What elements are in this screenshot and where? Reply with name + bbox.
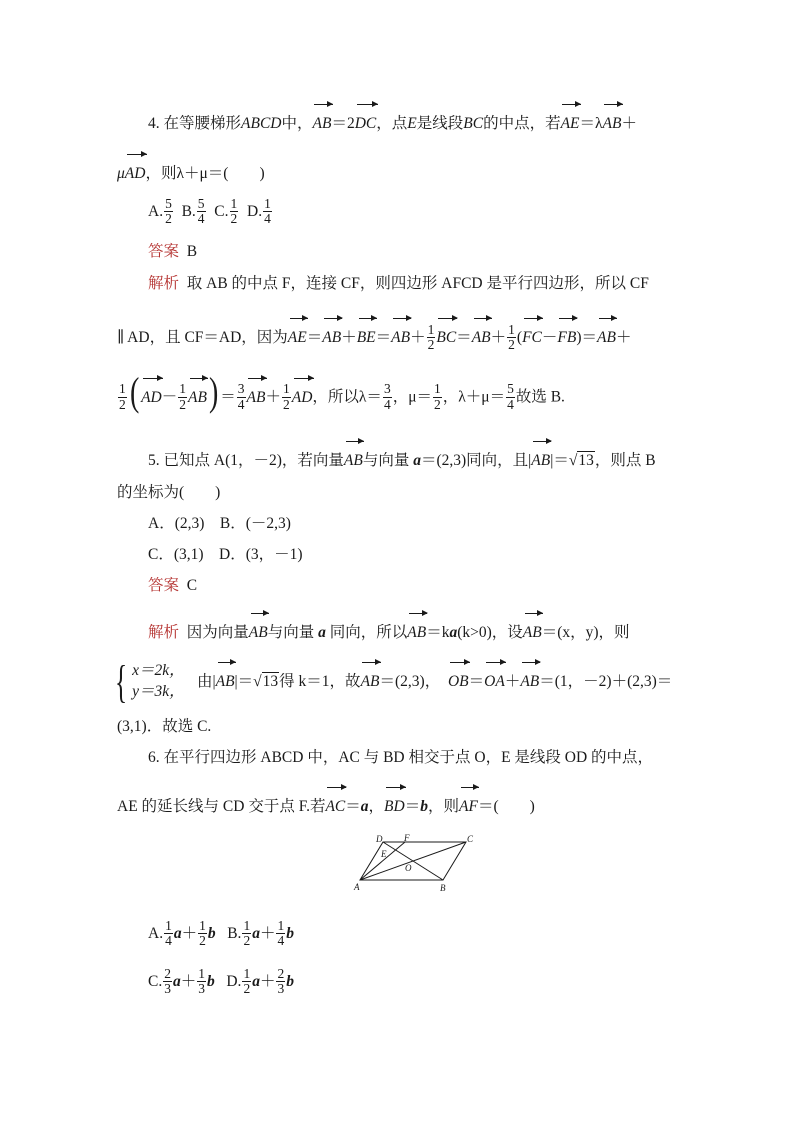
q5-analysis-line2: { x＝2k， y＝3k， — [114, 656, 185, 707]
q5-line1: 5. 已知点 A(1，－2)，若向量AB与向量 a＝(2,3)同向，且|AB|＝√13，则点 B — [148, 452, 656, 469]
analysis-label: 解析 — [148, 275, 180, 292]
q4-number: 4. — [148, 115, 160, 132]
q6-option-c[interactable]: C. $\frac{2}{3}$ a＋ $\frac{1}{3}$ b — [148, 966, 215, 997]
q5-analysis-line1: 解析 因为向量AB与向量 a 同向，所以AB＝ka(k>0)，设AB＝(x，y)，则 — [148, 624, 630, 641]
vector-AE: AE — [560, 115, 580, 132]
diagonal-BD — [383, 842, 443, 880]
q4-options — [148, 198, 273, 227]
q5-analysis-line3: (3,1)．故选 C. — [117, 718, 212, 735]
q5-answer: 答案 C — [148, 577, 198, 594]
q4-option-d[interactable]: D. $\frac{1}{4}$ — [247, 196, 271, 227]
q5-options-row1[interactable]: A．(2,3) B．(－2,3) — [148, 515, 291, 532]
label-E: E — [381, 849, 387, 859]
parallelogram-figure — [348, 834, 488, 894]
q6-option-a[interactable]: A. $\frac{1}{4}$ a＋ $\frac{1}{2}$ b — [148, 918, 216, 949]
q4-line1: 4. 在等腰梯形ABCD中，AB＝2DC，点E是线段BC的中点，若AE＝λAB＋ — [148, 115, 637, 132]
q4-answer — [148, 244, 197, 260]
vector-AB: AB — [312, 115, 332, 132]
answer-label: 答案 — [148, 243, 180, 260]
q5-analysis-line2-text: 由|AB|＝√13得 k＝1，故AB＝(2,3)， OB＝OA＋AB＝(1，－2)＋(2,3)＝ — [197, 673, 673, 690]
q4-analysis-line1: 解析 取 AB 的中点 F，连接 CF，则四边形 AFCD 是平行四边形，所以 CF — [148, 275, 649, 292]
answer-value: B — [186, 243, 198, 260]
label-D: D — [376, 834, 383, 844]
q4-option-c[interactable]: C. $\frac{1}{2}$ — [214, 196, 238, 227]
q6-line1: 6. 在平行四边形 ABCD 中，AC 与 BD 相交于点 O，E 是线段 OD 的中点， — [148, 749, 654, 766]
q4-option-a[interactable]: A. $\frac{5}{2}$ — [148, 196, 172, 227]
vector-AB: AB — [602, 115, 622, 132]
label-C: C — [467, 834, 474, 844]
q6-options-row2 — [148, 968, 294, 997]
label-F: F — [404, 834, 410, 843]
q5-line2: 的坐标为( ) — [117, 484, 221, 501]
q4-analysis-line2: ∥ AD，且 CF＝AD，因为AE＝AB＋BE＝AB＋ $\frac{1}{2}$ BC＝AB＋ $\frac{1}{2}$ (FC－FB)＝AB＋ — [117, 322, 632, 353]
q6-options-row1 — [148, 920, 294, 949]
q4-analysis-line3: $\frac{1}{2}$ ( AD－ $\frac{1}{2}$ AB) ＝ $\frac{3}{4}$ AB＋ $\frac{1}{2}$ AD，所以λ＝ $\frac{3}{4}$ ，μ＝ $\frac{1}{2}$ ，λ＋μ＝ $\frac{5}{4}$ 故选 B. — [119, 369, 565, 414]
q5-options-row2[interactable]: C．(3,1) D．(3，－1) — [148, 546, 303, 563]
q4-line2: μAD，则λ＋μ＝( ) — [117, 165, 265, 182]
q6-line2: AE 的延长线与 CD 交于点 F.若AC＝a，BD＝b，则AF＝( ) — [117, 798, 535, 815]
label-A: A — [354, 882, 360, 892]
label-B: B — [440, 883, 446, 893]
vector-AD: AD — [124, 165, 146, 182]
q6-option-d[interactable]: D. $\frac{1}{2}$ a＋ $\frac{2}{3}$ b — [226, 966, 294, 997]
label-O: O — [405, 863, 412, 873]
segment-AF — [360, 842, 405, 880]
q4-option-b[interactable]: B. $\frac{5}{4}$ — [181, 196, 205, 227]
q6-option-b[interactable]: B. $\frac{1}{2}$ a＋ $\frac{1}{4}$ b — [227, 918, 294, 949]
vector-DC: DC — [354, 115, 377, 132]
